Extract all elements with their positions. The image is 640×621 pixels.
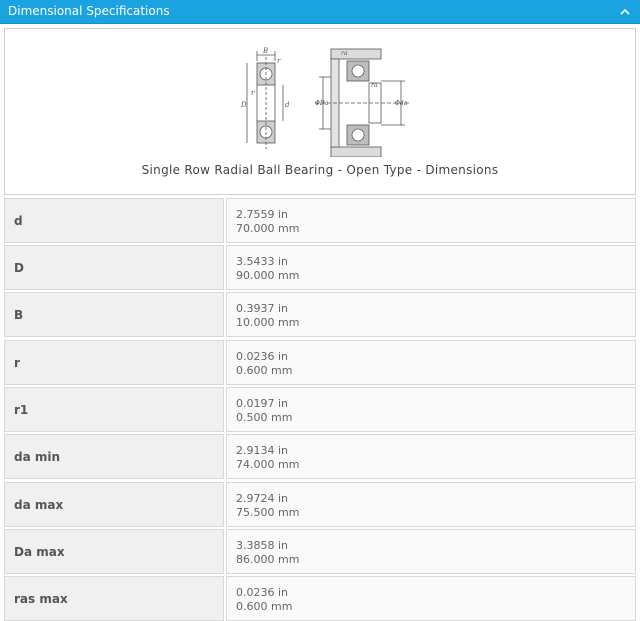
spec-label-cell [4,576,224,621]
spec-value-inch: 0.3937 in [236,302,289,315]
spec-value-mm: 70.000 mm [236,222,300,235]
svg-text:d: d [285,101,290,109]
spec-value-inch: 0.0197 in [236,397,289,410]
svg-text:r: r [251,89,255,97]
table-row [4,434,636,479]
spec-label-cell [4,482,224,527]
spec-label: B [14,308,24,322]
spec-value-mm: 0.600 mm [236,600,293,613]
table-row [4,576,636,621]
spec-value-cell [226,529,636,574]
spec-value-cell [226,387,636,432]
svg-text:ra: ra [371,82,378,89]
spec-value-mm: 0.500 mm [236,411,293,424]
table-row [4,292,636,337]
svg-text:ΦDa: ΦDa [315,100,329,107]
spec-label: D [14,261,24,275]
diagram-caption: Single Row Radial Ball Bearing - Open Type - Dimensions [141,163,499,177]
svg-text:Φda: Φda [395,100,408,107]
spec-label: d [14,214,23,228]
spec-value-cell [226,245,636,290]
chevron-up-icon[interactable] [620,7,630,17]
table-row [4,387,636,432]
bearing-diagram [235,47,415,157]
section-title: Dimensional Specifications [8,4,170,18]
spec-value-cell [226,482,636,527]
spec-label: da max [14,498,64,512]
spec-value-inch: 2.7559 in [236,208,289,221]
spec-label: r1 [14,403,29,417]
spec-value-inch: 0.0236 in [236,350,289,363]
table-row [4,340,636,385]
spec-value-inch: 0.0236 in [236,586,289,599]
svg-text:r: r [277,57,281,65]
spec-value-cell [226,434,636,479]
spec-value-inch: 2.9134 in [236,444,289,457]
spec-label: r [14,356,20,370]
spec-value-cell [226,576,636,621]
table-row [4,482,636,527]
spec-label-cell [4,198,224,243]
spec-value-inch: 2.9724 in [236,492,289,505]
diagram-panel [4,28,636,195]
spec-label-cell [4,529,224,574]
section-header[interactable] [0,0,640,24]
spec-value-mm: 0.600 mm [236,364,293,377]
spec-value-inch: 3.3858 in [236,539,289,552]
spec-value-mm: 90.000 mm [236,269,300,282]
spec-value-cell [226,340,636,385]
spec-label: ras max [14,592,68,606]
spec-value-mm: 74.000 mm [236,458,300,471]
svg-text:D: D [241,101,247,109]
spec-label-cell [4,434,224,479]
spec-value-cell [226,292,636,337]
spec-value-mm: 10.000 mm [236,316,300,329]
spec-value-mm: 75.500 mm [236,506,300,519]
spec-value-cell [226,198,636,243]
table-row [4,198,636,243]
table-row [4,529,636,574]
spec-label-cell [4,387,224,432]
spec-value-mm: 86.000 mm [236,553,300,566]
table-row [4,245,636,290]
spec-label: da min [14,450,61,464]
spec-label-cell [4,245,224,290]
spec-label: Da max [14,545,65,559]
svg-text:ra: ra [341,50,348,57]
svg-text:B: B [263,47,269,55]
spec-value-inch: 3.5433 in [236,255,289,268]
spec-label-cell [4,340,224,385]
spec-label-cell [4,292,224,337]
